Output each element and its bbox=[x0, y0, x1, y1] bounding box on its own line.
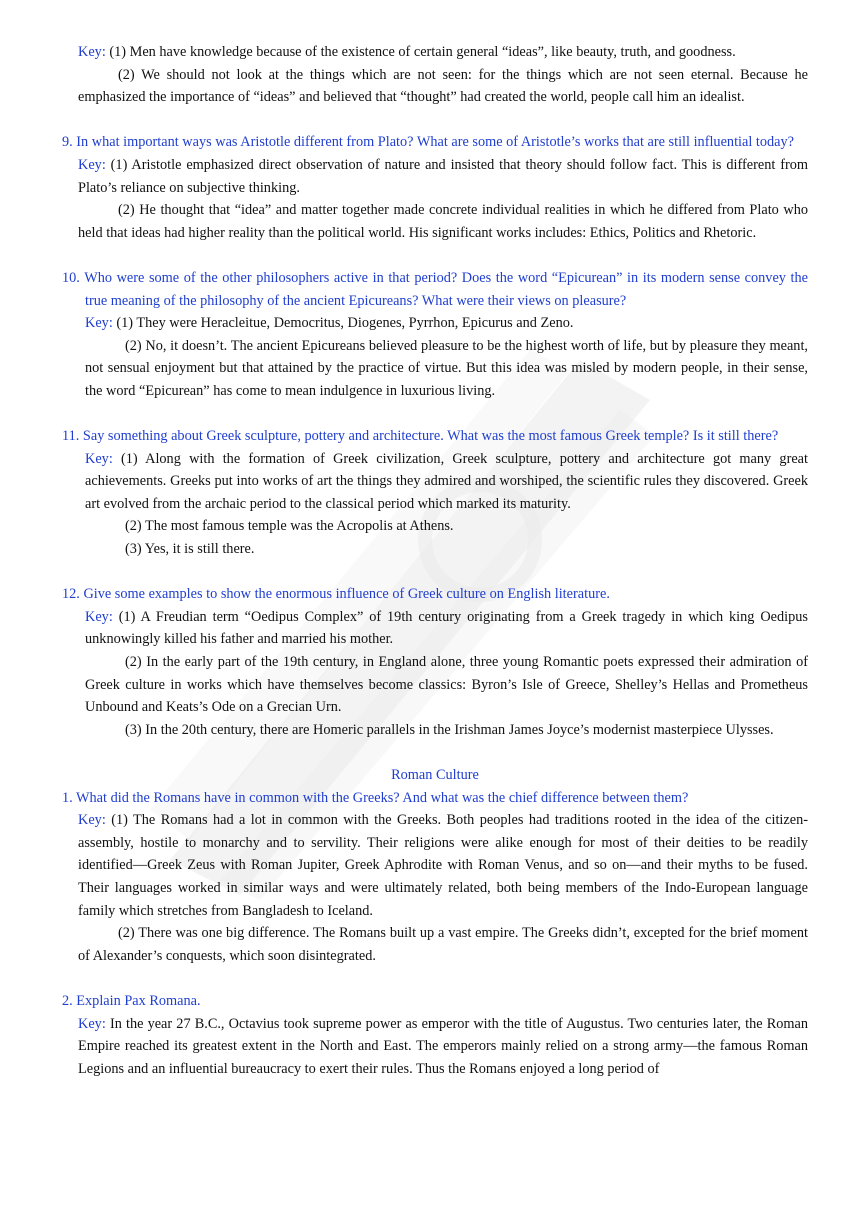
question-11: 11. Say something about Greek sculpture, pottery and architecture. What was the most famous Greek temple? Is it still there? bbox=[62, 428, 779, 445]
answer-text: (2) No, it doesn’t. The ancient Epicureans believed pleasure to be the highest worth of life, but by pleasure they meant, not sensual enjoyment but that attained by the practice of virtue. But this idea was misled by modern people, in their sense, the word “Epicurean” has come to mean indulgence in luxurious living. bbox=[85, 337, 808, 399]
key-label: Key: bbox=[78, 812, 106, 829]
answer-text: (2) He thought that “idea” and matter together made concrete individual realities in which he differed from Plato who held that ideas had higher reality than the political world. His significant works includes: Ethics, Politics and Rhetoric. bbox=[78, 202, 808, 241]
answer-text: (3) In the 20th century, there are Homeric parallels in the Irishman James Joyce’s modernist masterpiece Ulysses. bbox=[125, 721, 774, 738]
question-roman-2: 2. Explain Pax Romana. bbox=[62, 992, 201, 1009]
question-9: 9. In what important ways was Aristotle different from Plato? What are some of Aristotle’s works that are still influential today? bbox=[62, 134, 795, 151]
answer-block-9 bbox=[62, 154, 808, 244]
answer-block-12 bbox=[62, 606, 808, 742]
answer-text: (1) Along with the formation of Greek civilization, Greek sculpture, pottery and architecture got many great achievements. Greeks put into works of art the things they admired and worshiped, the scientific rules they discovered. Greek art evolved from the archaic period to the classical period which marked its maturity. bbox=[85, 450, 808, 512]
answer-text: (2) In the early part of the 19th century, in England alone, three young Romantic poets expressed their admiration of Greek culture in works which have themselves become classics: Byron’s Isle of Greece, Shelley’s Hellas and Prometheus Unbound and Keats’s Ode on a Grecian Urn. bbox=[85, 654, 808, 716]
answer-text: (1) A Freudian term “Oedipus Complex” of 19th century originating from a Greek tragedy in which king Oedipus unknowingly killed his father and married his mother. bbox=[85, 608, 808, 648]
section-title: Roman Culture bbox=[391, 767, 479, 783]
answer-text: (1) Aristotle emphasized direct observation of nature and insisted that theory should follow fact. This is different from Plato’s reliance on subjective thinking. bbox=[78, 156, 808, 196]
key-label: Key: bbox=[85, 315, 113, 332]
key-label: Key: bbox=[85, 608, 113, 625]
answer-text: (1) Men have knowledge because of the existence of certain general “ideas”, like beauty, truth, and goodness. bbox=[109, 44, 736, 60]
answer-block-roman-2 bbox=[62, 1013, 808, 1081]
answer-text: (3) Yes, it is still there. bbox=[125, 541, 255, 558]
key-label: Key: bbox=[85, 450, 113, 467]
answer-text: (2) There was one big difference. The Romans built up a vast empire. The Greeks didn’t, excepted for the brief moment of Alexander’s conquests, which soon disintegrated. bbox=[78, 925, 808, 964]
key-label: Key: bbox=[78, 1015, 106, 1032]
question-roman-1: 1. What did the Romans have in common with the Greeks? And what was the chief difference between them? bbox=[62, 789, 689, 806]
key-label: Key: bbox=[78, 156, 106, 173]
answer-text: (2) We should not look at the things which are not seen: for the things which are not seen eternal. Because he emphasized the importance of “ideas” and believed that “thought” had created the world, people call him an idealist. bbox=[78, 66, 808, 106]
answer-text: (2) The most famous temple was the Acropolis at Athens. bbox=[125, 518, 454, 535]
key-label: Key: bbox=[78, 44, 106, 60]
answer-block-11 bbox=[62, 448, 808, 561]
answer-block-intro bbox=[62, 41, 808, 109]
document-page bbox=[62, 41, 808, 1080]
answer-block-10 bbox=[62, 312, 808, 402]
question-12: 12. Give some examples to show the enormous influence of Greek culture on English literature. bbox=[62, 586, 610, 603]
answer-block-roman-1 bbox=[62, 809, 808, 967]
answer-text: (1) They were Heracleitue, Democritus, Diogenes, Pyrrhon, Epicurus and Zeno. bbox=[116, 315, 574, 332]
answer-text: In the year 27 B.C., Octavius took supreme power as emperor with the title of Augustus. Two centuries later, the Roman Empire reached its greatest extent in the North and East. The emperors mainly relied on a strong army—the famous Roman Legions and an influential bureaucracy to exert their rules. Thus the Romans enjoyed a long period of bbox=[78, 1015, 809, 1077]
question-10: 10. Who were some of the other philosophers active in that period? Does the word “Epicurean” in its modern sense convey the true meaning of the philosophy of the ancient Epicureans? What were their views on pleasure? bbox=[62, 269, 808, 309]
answer-text: (1) The Romans had a lot in common with the Greeks. Both peoples had traditions rooted in the idea of the citizen-assembly, hostile to monarchy and to servility. Their religions were alike enough for most of their deities to be readily identified—Greek Zeus with Roman Jupiter, Greek Aphrodite with Roman Venus, and so on—and their myths to be fused. Their languages worked in similar ways and were ultimately related, both being members of the Indo-European language family which stretches from Bangladesh to Iceland. bbox=[78, 812, 808, 919]
